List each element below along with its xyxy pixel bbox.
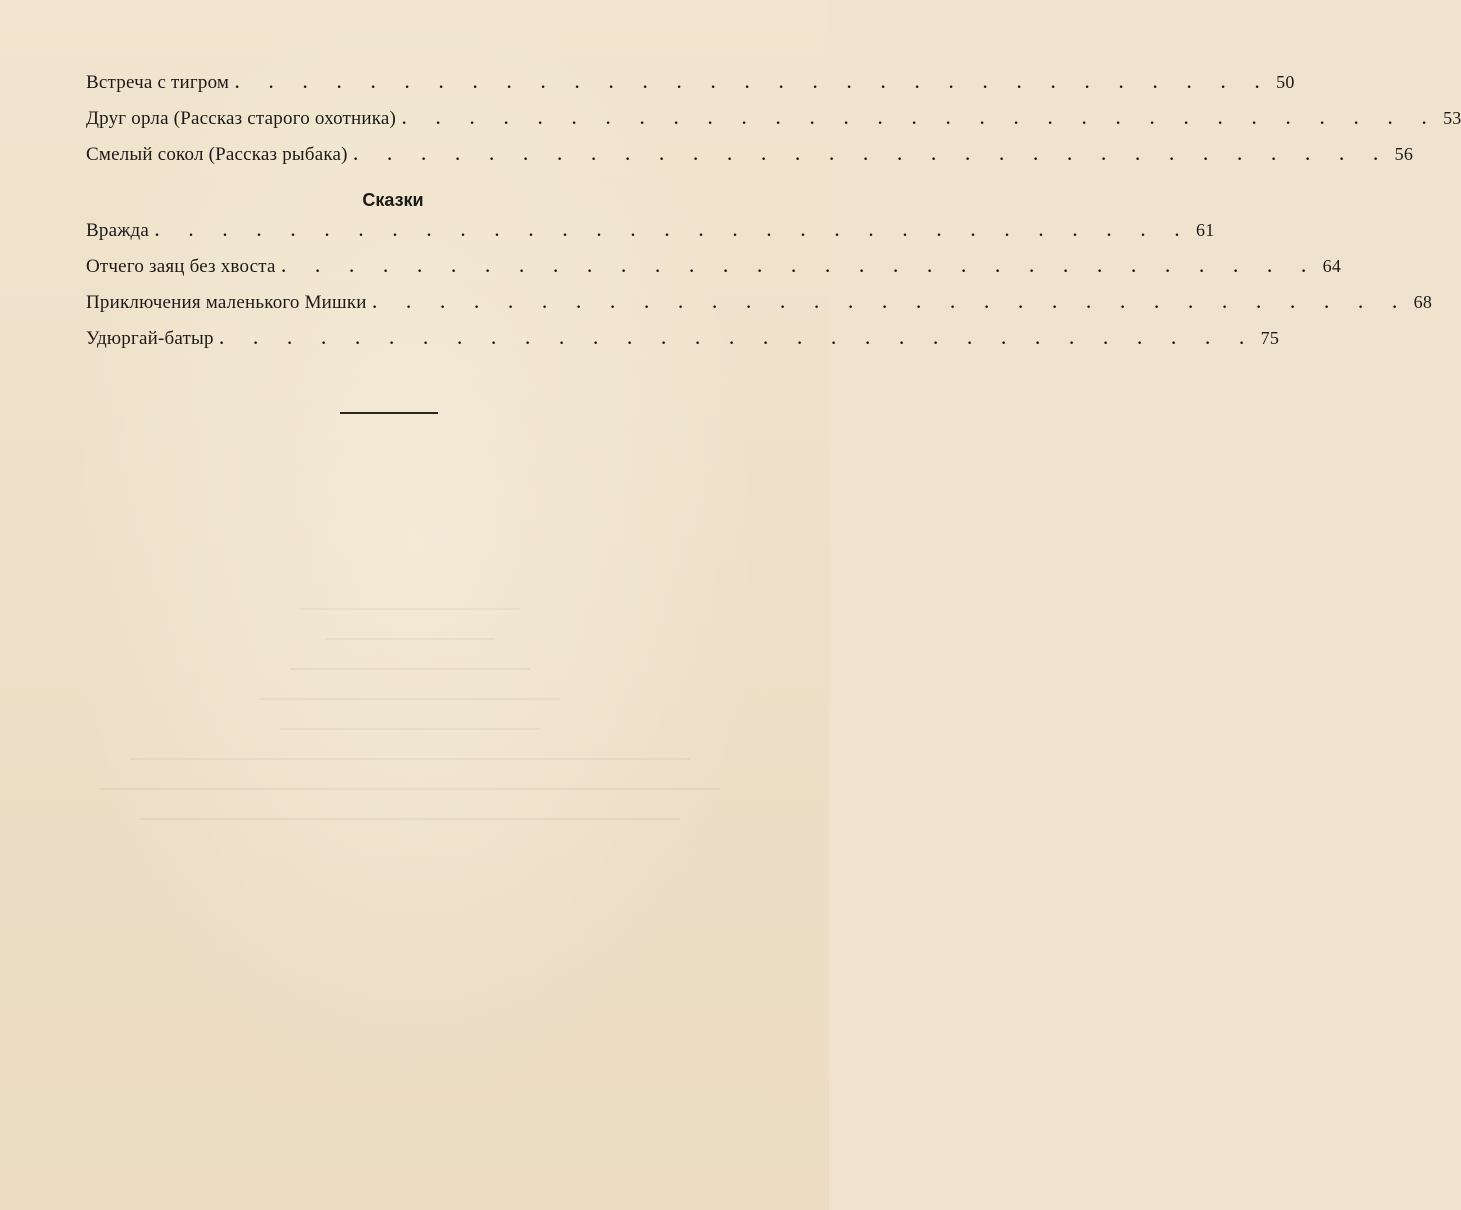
divider-rule [340,412,438,414]
toc-entry-page: 50 [1276,72,1295,92]
toc-entry-page: 56 [1394,144,1414,164]
toc-entry-page: 53 [1443,108,1461,128]
toc-entry [86,220,1215,256]
toc-entry-title: Отчего заяц без хвоста [86,256,276,277]
table-of-contents [86,72,1461,364]
toc-dot-leader: . . . . . . . . . . . . . . . . . . . . . . . . . . . . . . . [402,111,1440,128]
toc-dot-leader: . . . . . . . . . . . . . . . . . . . . . . . . . . . . . . . [281,259,1319,276]
toc-entry-title: Встреча с тигром [86,72,230,93]
toc-entry-title: Удюргай-батыр [86,328,214,349]
toc-entry [86,328,1280,364]
toc-entry [86,144,1414,180]
toc-entry [86,292,1433,328]
toc-dot-leader: . . . . . . . . . . . . . . . . . . . . . . . . . . . . . . . [372,295,1410,312]
toc-entry-title: Смелый сокол (Рассказ рыбака) [86,144,348,165]
toc-dot-leader: . . . . . . . . . . . . . . . . . . . . . . . . . . . . . . . [155,223,1193,240]
toc-dot-leader: . . . . . . . . . . . . . . . . . . . . . . . . . . . . . . . [235,75,1273,92]
toc-dot-leader: . . . . . . . . . . . . . . . . . . . . . . . . . . . . . . . [353,147,1391,164]
show-through-imprint [60,580,760,1000]
toc-entry-page: 61 [1196,220,1215,240]
toc-entry-page: 75 [1260,328,1280,348]
toc-entry-page: 68 [1413,292,1433,312]
section-heading: Сказки [362,190,424,210]
toc-entry [86,108,1461,144]
toc-entry-title: Вражда [86,220,150,241]
toc-entry [86,72,1295,108]
toc-entry-title: Приключения маленького Мишки [86,292,367,313]
toc-entry-title: Друг орла (Рассказ старого охотника) [86,108,397,129]
toc-dot-leader: . . . . . . . . . . . . . . . . . . . . . . . . . . . . . . . [219,331,1257,348]
toc-entry-page: 64 [1322,256,1342,276]
toc-entry [86,256,1342,292]
